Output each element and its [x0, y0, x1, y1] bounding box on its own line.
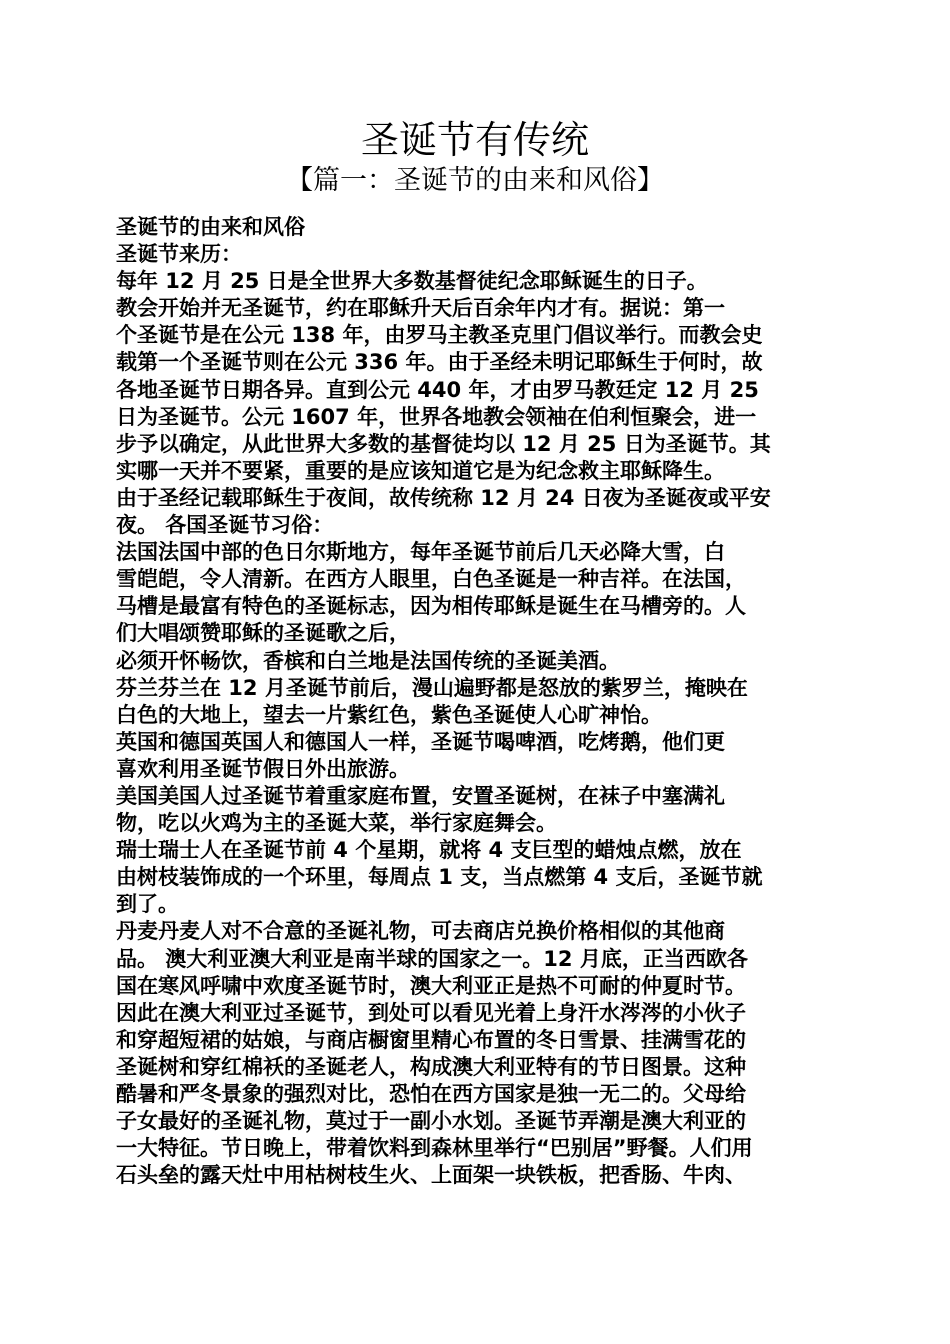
body-line: 马槽是最富有特色的圣诞标志，因为相传耶稣是诞生在马槽旁的。人: [116, 594, 746, 619]
body-line: 喜欢利用圣诞节假日外出旅游。: [116, 756, 410, 781]
body-line: 瑞士瑞士人在圣诞节前 4 个星期，就将 4 支巨型的蜡烛点燃，放在: [116, 838, 742, 863]
body-line: 由树枝装饰成的一个环里，每周点 1 支，当点燃第 4 支后，圣诞节就: [116, 865, 763, 890]
document-subtitle: 【篇一：圣诞节的由来和风俗】: [286, 165, 664, 196]
body-line: 个圣诞节是在公元 138 年，由罗马主教圣克里门倡议举行。而教会史: [116, 323, 763, 348]
document-title: 圣诞节有传统: [360, 118, 589, 162]
body-line: 每年 12 月 25 日是全世界大多数基督徒纪念耶稣诞生的日子。: [116, 269, 708, 294]
body-line: 一大特征。节日晚上，带着饮料到森林里举行“巴别居”野餐。人们用: [116, 1136, 753, 1161]
body-line: 日为圣诞节。公元 1607 年，世界各地教会领袖在伯利恒聚会，进一: [116, 404, 757, 429]
body-line: 们大唱颂赞耶稣的圣诞歌之后，: [116, 621, 410, 646]
body-line: 实哪一天并不要紧，重要的是应该知道它是为纪念救主耶稣降生。: [116, 458, 725, 483]
body-line: 法国法国中部的色日尔斯地方，每年圣诞节前后几天必降大雪，白: [116, 540, 725, 565]
body-line: 必须开怀畅饮，香槟和白兰地是法国传统的圣诞美酒。: [116, 648, 620, 673]
body-line: 和穿超短裙的姑娘，与商店橱窗里精心布置的冬日雪景、挂满雪花的: [116, 1027, 746, 1052]
body-line: 到了。: [116, 892, 179, 917]
body-line: 圣诞节的由来和风俗: [116, 215, 305, 239]
body-line: 英国和德国英国人和德国人一样，圣诞节喝啤酒，吃烤鹅，他们更: [116, 729, 725, 754]
body-line: 各地圣诞节日期各异。直到公元 440 年，才由罗马教廷定 12 月 25: [116, 377, 759, 402]
body-line: 圣诞树和穿红棉袄的圣诞老人，构成澳大利亚特有的节日图景。这种: [116, 1054, 746, 1079]
body-line: 因此在澳大利亚过圣诞节，到处可以看见光着上身汗水涔涔的小伙子: [116, 1000, 746, 1025]
body-line: 美国美国人过圣诞节着重家庭布置，安置圣诞树，在袜子中塞满礼: [116, 783, 725, 808]
document-body: [116, 214, 840, 1189]
body-line: 雪皑皑，令人清新。在西方人眼里，白色圣诞是一种吉祥。在法国，: [116, 567, 746, 592]
body-line: 白色的大地上，望去一片紫红色，紫色圣诞使人心旷神怡。: [116, 702, 662, 727]
body-line: 步予以确定，从此世界大多数的基督徒均以 12 月 25 日为圣诞节。其: [116, 431, 771, 456]
body-line: 物，吃以火鸡为主的圣诞大菜，举行家庭舞会。: [116, 811, 557, 836]
body-line: 品。 澳大利亚澳大利亚是南半球的国家之一。12 月底，正当西欧各: [116, 946, 748, 971]
body-line: 芬兰芬兰在 12 月圣诞节前后，漫山遍野都是怒放的紫罗兰，掩映在: [116, 675, 748, 700]
body-line: 由于圣经记载耶稣生于夜间，故传统称 12 月 24 日夜为圣诞夜或平安: [116, 485, 771, 510]
body-line: 石头垒的露天灶中用枯树枝生火、上面架一块铁板，把香肠、牛肉、: [116, 1163, 746, 1188]
body-line: 国在寒风呼啸中欢度圣诞节时，澳大利亚正是热不可耐的仲夏时节。: [116, 973, 746, 998]
body-line: 丹麦丹麦人对不合意的圣诞礼物，可去商店兑换价格相似的其他商: [116, 919, 725, 944]
body-line: 酷暑和严冬景象的强烈对比，恐怕在西方国家是独一无二的。父母给: [116, 1082, 746, 1106]
body-line: 教会开始并无圣诞节，约在耶稣升天后百余年内才有。据说：第一: [116, 296, 725, 321]
body-line: 载第一个圣诞节则在公元 336 年。由于圣经未明记耶稣生于何时，故: [116, 350, 763, 375]
body-line: 圣诞节来历：: [116, 242, 242, 267]
body-line: 子女最好的圣诞礼物，莫过于一副小水划。圣诞节弄潮是澳大利亚的: [116, 1109, 746, 1134]
body-line: 夜。 各国圣诞节习俗：: [116, 513, 334, 538]
